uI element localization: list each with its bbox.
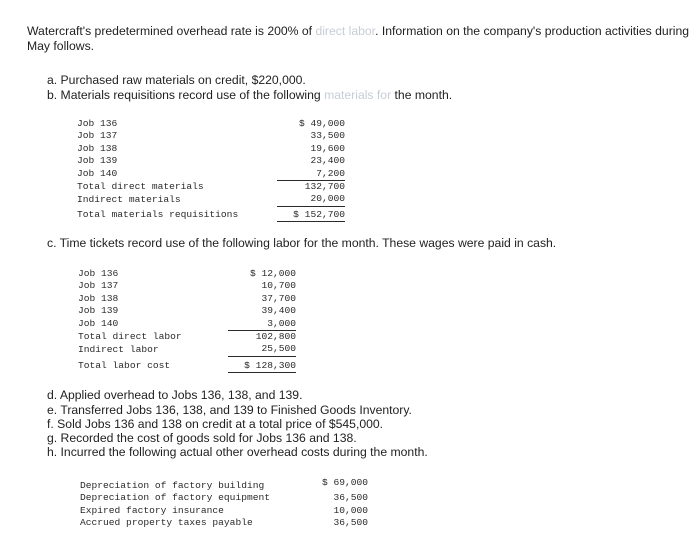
intro-text-2: . Information on the company's production activities during May follows. [27, 24, 690, 53]
row-value: 19,600 [310, 142, 345, 154]
row-label: Job 140 [78, 317, 119, 329]
table-row [77, 193, 345, 206]
table-row [77, 130, 345, 142]
row-value: 3,000 [228, 318, 296, 331]
table-row [78, 318, 296, 331]
row-label: Job 140 [77, 167, 118, 179]
row-value: 39,400 [261, 305, 296, 317]
row-label: Job 138 [78, 292, 119, 304]
table-row [78, 293, 296, 305]
row-value: 36,500 [333, 492, 368, 504]
row-value: $ 49,000 [298, 118, 345, 129]
row-label: Job 139 [77, 155, 118, 167]
row-label: Total materials requisitions [77, 208, 239, 220]
item-f: f. Sold Jobs 136 and 138 on credit at a total price of $545,000. [47, 417, 384, 431]
row-label: Total labor cost [78, 359, 171, 371]
row-value: 10,700 [261, 280, 296, 292]
row-label: Indirect labor [78, 343, 159, 355]
row-label: Depreciation of factory equipment [80, 492, 270, 504]
row-value: $ 128,300 [228, 356, 296, 372]
item-b-text-faded: materials for [324, 88, 392, 102]
item-b-text-1: b. Materials requisitions record use of the following [47, 88, 325, 102]
row-value: $ 152,700 [277, 206, 345, 221]
row-label: Job 137 [78, 280, 119, 292]
row-value: $ 69,000 [321, 477, 368, 488]
table-row [77, 168, 345, 181]
row-label: Job 138 [77, 142, 118, 154]
table-row [77, 143, 345, 155]
table-row [78, 268, 296, 280]
item-a: a. Purchased raw materials on credit, $220,000. [47, 73, 306, 87]
row-label: Depreciation of factory building [80, 480, 265, 491]
item-d: d. Applied overhead to Jobs 136, 138, and 139. [47, 388, 303, 402]
table-row [80, 492, 368, 504]
item-g: g. Recorded the cost of goods sold for Jobs 136 and 138. [47, 431, 357, 445]
row-label: Indirect materials [77, 193, 181, 205]
row-value: $ 12,000 [249, 268, 296, 279]
row-value: 102,800 [255, 331, 296, 343]
table-row [80, 517, 368, 529]
item-b-text-2: the month. [391, 88, 453, 102]
overhead-table [80, 477, 368, 530]
row-label: Expired factory insurance [80, 504, 224, 516]
row-value: 132,700 [304, 181, 345, 193]
row-label: Total direct labor [78, 330, 182, 342]
item-b [47, 88, 452, 103]
table-row [80, 477, 368, 492]
row-label: Total direct materials [77, 180, 204, 192]
row-value: 23,400 [310, 155, 345, 167]
materials-table [77, 118, 345, 222]
item-e: e. Transferred Jobs 136, 138, and 139 to Finished Goods Inventory. [47, 403, 412, 417]
row-label: Job 136 [77, 118, 118, 129]
table-row [77, 118, 345, 130]
intro-text-faded: direct labor [315, 24, 376, 38]
row-value: 33,500 [310, 130, 345, 142]
row-value: 10,000 [333, 504, 368, 516]
table-row [77, 155, 345, 167]
row-value: 36,500 [333, 517, 368, 529]
row-value: 25,500 [228, 343, 296, 356]
row-value: 20,000 [277, 193, 345, 206]
table-row [78, 280, 296, 292]
problem-intro [27, 24, 692, 54]
labor-table [78, 268, 296, 373]
row-label: Accrued property taxes payable [80, 517, 253, 529]
table-row [78, 356, 296, 372]
intro-text-1: Watercraft's predetermined overhead rate is 200% of [27, 24, 316, 38]
row-value: 7,200 [277, 168, 345, 181]
row-label: Job 136 [78, 268, 119, 279]
table-row [77, 181, 345, 194]
table-row [77, 206, 345, 221]
row-label: Job 137 [77, 130, 118, 142]
item-c: c. Time tickets record use of the following labor for the month. These wages were paid in cash. [47, 236, 557, 250]
row-value: 37,700 [261, 292, 296, 304]
row-label: Job 139 [78, 305, 119, 317]
table-row [80, 505, 368, 517]
table-row [78, 305, 296, 317]
table-row [78, 331, 296, 344]
table-row [78, 343, 296, 356]
item-h: h. Incurred the following actual other overhead costs during the month. [47, 445, 428, 459]
